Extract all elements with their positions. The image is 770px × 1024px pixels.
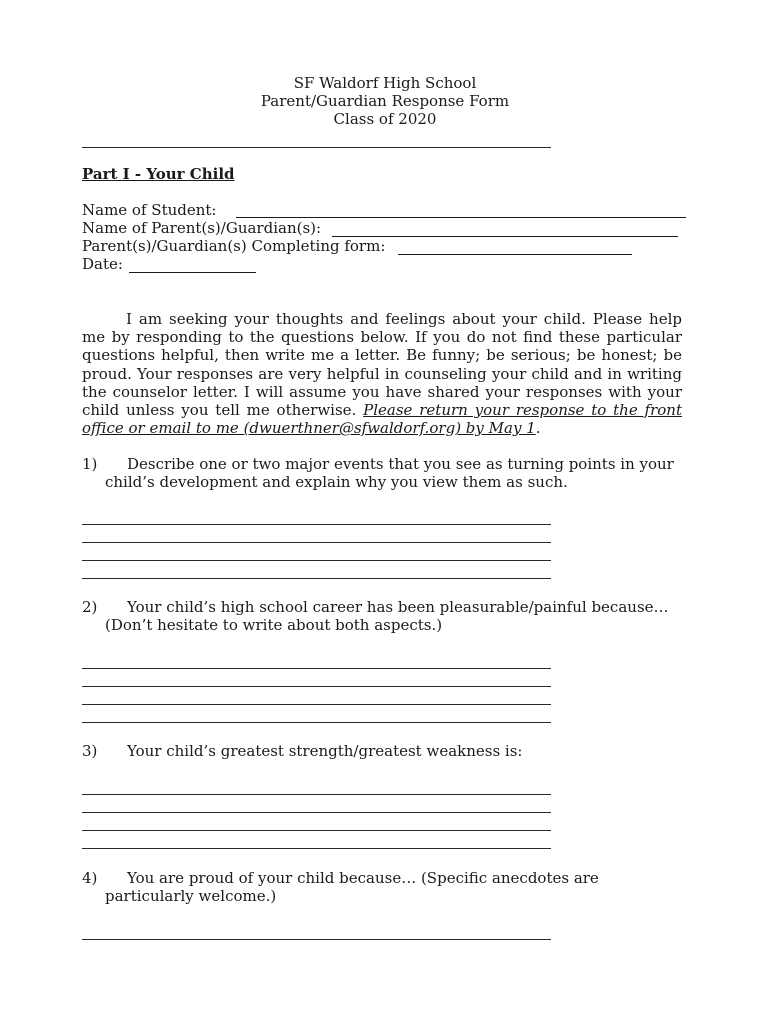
answer-line[interactable]: [82, 704, 551, 705]
intro-body: I am seeking your thoughts and feelings about your child. Please help me by responding to the questions below. If you do not find these particular questions helpful, then write me a letter. Be funny; be serious; be honest; be proud. Your responses are very helpful in counseling your child and in writing the counselor letter. I will assume you have shared your responses with your child unless you tell me otherwise.: [82, 310, 682, 420]
intro-paragraph: [82, 310, 682, 437]
question-text: You are proud of your child because… (Specific anecdotes are particularly welcome.): [105, 869, 599, 905]
answer-line[interactable]: [82, 794, 551, 795]
class-year: Class of 2020: [333, 110, 437, 128]
question-3: [82, 742, 682, 760]
question-1: [82, 455, 682, 491]
return-instructions: Please return your response to the front office or email to me (dwuerthner@sfwaldorf.org) by May 1: [82, 401, 682, 438]
question-number: 4): [82, 869, 98, 887]
question-number: 2): [82, 598, 98, 616]
answer-line[interactable]: [82, 830, 551, 831]
answer-line[interactable]: [82, 668, 551, 669]
answer-line[interactable]: [82, 578, 551, 579]
question-number: 1): [82, 455, 98, 473]
intro-ending: .: [535, 419, 541, 438]
answer-line[interactable]: [82, 939, 551, 940]
question-text: Your child’s greatest strength/greatest weakness is:: [127, 742, 523, 760]
answer-line[interactable]: [82, 686, 551, 687]
answer-line[interactable]: [82, 848, 551, 849]
answer-line[interactable]: [82, 722, 551, 723]
answer-line[interactable]: [82, 524, 551, 525]
completing-parent-line[interactable]: [398, 254, 632, 255]
date-line[interactable]: [129, 272, 256, 273]
part-title: Part I - Your Child: [82, 165, 235, 183]
answer-line[interactable]: [82, 812, 551, 813]
header-divider: [82, 147, 551, 148]
question-text: Describe one or two major events that you see as turning points in your child’s development and explain why you view them as such.: [105, 455, 674, 491]
form-header: [0, 74, 770, 128]
question-text: Your child’s high school career has been pleasurable/painful because… (Don’t hesitate to write about both aspects.): [105, 598, 669, 634]
date-label: Date:: [82, 255, 123, 273]
answer-line[interactable]: [82, 560, 551, 561]
student-name-label: Name of Student:: [82, 201, 217, 219]
school-name: SF Waldorf High School: [293, 74, 477, 92]
parent-name-label: Name of Parent(s)/Guardian(s):: [82, 219, 322, 237]
completing-parent-label: Parent(s)/Guardian(s) Completing form:: [82, 237, 386, 255]
student-name-line[interactable]: [236, 217, 686, 218]
question-number: 3): [82, 742, 98, 760]
question-2: [82, 598, 682, 634]
answer-line[interactable]: [82, 542, 551, 543]
form-title: Parent/Guardian Response Form: [260, 92, 510, 110]
question-4: [82, 869, 682, 905]
